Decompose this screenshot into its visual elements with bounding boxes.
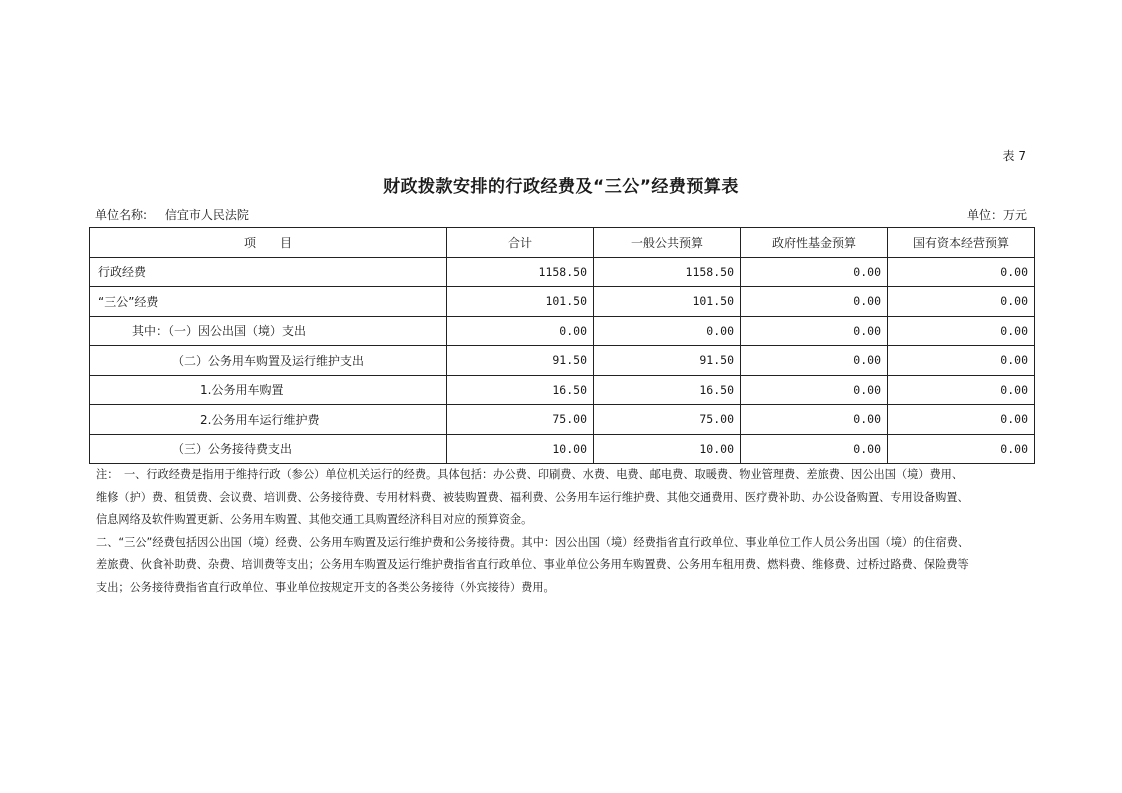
column-header-item: 项 目 — [90, 228, 447, 258]
row-fund-budget: 0.00 — [741, 257, 888, 287]
row-state-capital-budget: 0.00 — [888, 346, 1035, 376]
row-state-capital-budget: 0.00 — [888, 405, 1035, 435]
table-row — [90, 257, 1035, 287]
table-row — [90, 375, 1035, 405]
row-state-capital-budget: 0.00 — [888, 375, 1035, 405]
row-item-label: 其中：（一）因公出国（境）支出 — [90, 316, 447, 346]
row-general-budget: 10.00 — [594, 434, 741, 464]
table-number: 表 7 — [1002, 149, 1026, 163]
currency-unit: 单位：万元 — [966, 208, 1027, 222]
row-total: 10.00 — [447, 434, 594, 464]
row-fund-budget: 0.00 — [741, 346, 888, 376]
unit-info — [95, 206, 253, 223]
row-general-budget: 1158.50 — [594, 257, 741, 287]
row-item-label: （三）公务接待费支出 — [90, 434, 447, 464]
budget-table — [89, 227, 1035, 464]
row-state-capital-budget: 0.00 — [888, 257, 1035, 287]
row-total: 0.00 — [447, 316, 594, 346]
row-fund-budget: 0.00 — [741, 287, 888, 317]
table-row — [90, 316, 1035, 346]
row-total: 101.50 — [447, 287, 594, 317]
unit-row — [95, 206, 1027, 223]
row-fund-budget: 0.00 — [741, 375, 888, 405]
column-header-general-budget: 一般公共预算 — [594, 228, 741, 258]
column-header-fund-budget: 政府性基金预算 — [741, 228, 888, 258]
row-item-label: （二）公务用车购置及运行维护支出 — [90, 346, 447, 376]
row-item-label: 2.公务用车运行维护费 — [90, 405, 447, 435]
footnote-line: 注： 一、行政经费是指用于维持行政（参公）单位机关运行的经费。具体包括：办公费、印刷费、水费、电费、邮电费、取暖费、物业管理费、差旅费、因公出国（境）费用、 — [96, 468, 964, 481]
row-total: 16.50 — [447, 375, 594, 405]
column-header-state-capital-budget: 国有资本经营预算 — [888, 228, 1035, 258]
row-general-budget: 101.50 — [594, 287, 741, 317]
row-state-capital-budget: 0.00 — [888, 316, 1035, 346]
row-state-capital-budget: 0.00 — [888, 434, 1035, 464]
row-total: 75.00 — [447, 405, 594, 435]
footnotes — [96, 464, 1036, 599]
unit-label: 单位名称: — [95, 208, 148, 222]
row-general-budget: 0.00 — [594, 316, 741, 346]
table-row — [90, 287, 1035, 317]
page-title: 财政拨款安排的行政经费及“三公”经费预算表 — [383, 177, 739, 197]
table-row — [90, 346, 1035, 376]
row-item-label: “三公”经费 — [90, 287, 447, 317]
column-header-total: 合计 — [447, 228, 594, 258]
footnote-line: 支出；公务接待费指省直行政单位、事业单位按规定开支的各类公务接待（外宾接待）费用。 — [96, 580, 555, 594]
table-header-row — [90, 228, 1035, 258]
footnote-line: 信息网络及软件购置更新、公务用车购置、其他交通工具购置经济科目对应的预算资金。 — [96, 513, 533, 526]
row-general-budget: 75.00 — [594, 405, 741, 435]
row-total: 91.50 — [447, 346, 594, 376]
row-fund-budget: 0.00 — [741, 434, 888, 464]
footnote-line: 二、“三公”经费包括因公出国（境）经费、公务用车购置及运行维护费和公务接待费。其中：因公出国（境）经费指省直行政单位、事业单位工作人员公务出国（境）的住宿费、 — [96, 535, 970, 549]
row-general-budget: 91.50 — [594, 346, 741, 376]
row-item-label: 行政经费 — [90, 257, 447, 287]
footnote-line: 维修（护）费、租赁费、会议费、培训费、公务接待费、专用材料费、被装购置费、福利费、公务用车运行维护费、其他交通费用、医疗费补助、办公设备购置、专用设备购置、 — [96, 490, 969, 504]
row-general-budget: 16.50 — [594, 375, 741, 405]
table-row — [90, 405, 1035, 435]
row-state-capital-budget: 0.00 — [888, 287, 1035, 317]
row-item-label: 1.公务用车购置 — [90, 375, 447, 405]
footnote-line: 差旅费、伙食补助费、杂费、培训费等支出；公务用车购置及运行维护费指省直行政单位、事业单位公务用车购置费、公务用车租用费、燃料费、维修费、过桥过路费、保险费等 — [96, 558, 969, 571]
row-fund-budget: 0.00 — [741, 405, 888, 435]
row-fund-budget: 0.00 — [741, 316, 888, 346]
unit-name: 信宜市人民法院 — [164, 208, 249, 222]
table-row — [90, 434, 1035, 464]
row-total: 1158.50 — [447, 257, 594, 287]
